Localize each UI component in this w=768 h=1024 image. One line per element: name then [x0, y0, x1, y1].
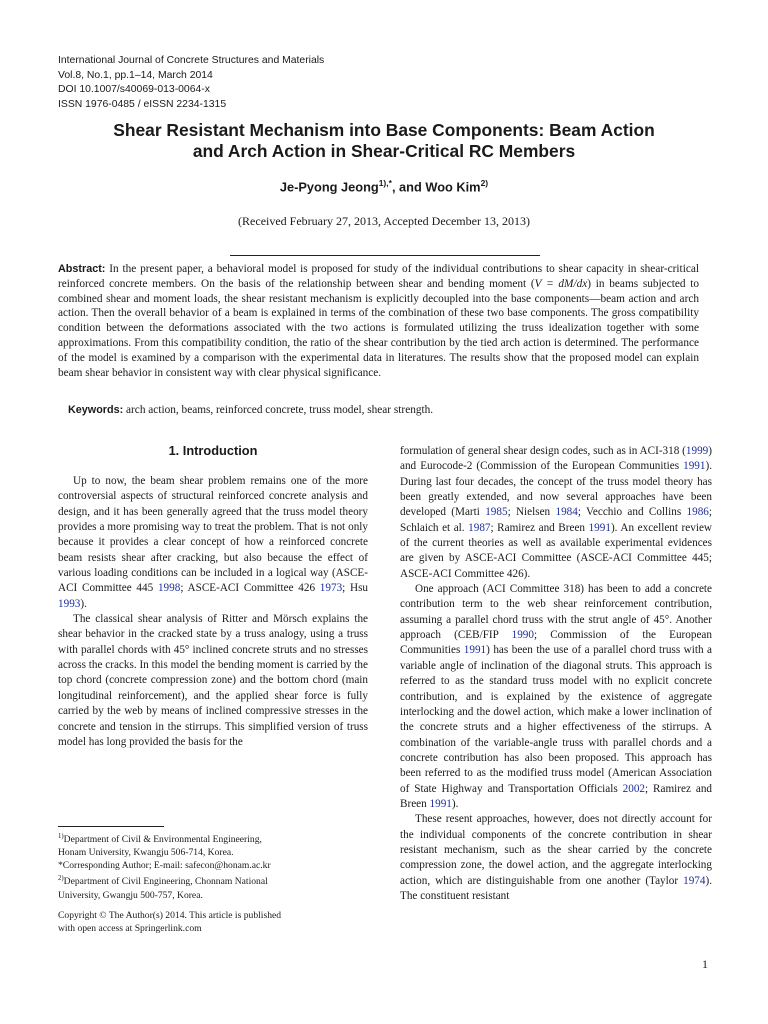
citation-link[interactable]: 1991	[429, 797, 452, 810]
section-heading-introduction: 1. Introduction	[168, 443, 258, 458]
left-column	[58, 474, 368, 750]
right-column	[400, 444, 712, 904]
citation-link[interactable]: 1974	[683, 874, 706, 887]
citation-link[interactable]: 1990	[511, 629, 534, 642]
issn: ISSN 1976-0485 / eISSN 2234-1315	[58, 98, 227, 110]
author-2-affiliation: 2)	[480, 178, 489, 188]
paragraph-text: ). The constituent resistant	[400, 874, 712, 902]
paragraph-text: ; Commission of the European Communities	[400, 629, 712, 657]
citation-link[interactable]: 1985	[485, 506, 508, 519]
abstract	[58, 262, 699, 380]
abstract-text-b: ) in beams subjected to combined shear and moment loads, the shear resistant mechanism is explicitly decoupled into the base components—beam action and arch action. Then the overall behavior of a beam is explained in terms of the combination of these two base components. The gross compatibility condition between the deformations associated with the two actions is formulated utilizing the truss idealization together with some approximations. From this compatibility condition, the ratio of the shear contribution by the tied arch action is determined. The performance of the model is examined by a comparison with the experimental data in literatures. The results show that the proposed model can explain beam shear behavior in consistent way with clear physical significance.	[58, 277, 700, 379]
citation-link[interactable]: 1991	[683, 460, 706, 473]
journal-volume: Vol.8, No.1, pp.1–14, March 2014	[58, 69, 213, 81]
paragraph-text: ). An excellent review of the current theories as well as available experimental evidences are given by ASCE-ACI Committee (ASCE-ACI Committee 445; ASCE-ACI Committee 426).	[400, 521, 712, 580]
abstract-divider	[230, 255, 540, 256]
intro-paragraph-1	[58, 474, 368, 612]
paper-title	[40, 120, 728, 162]
author-1: Je-Pyong Jeong	[279, 179, 379, 195]
footnotes	[58, 830, 368, 935]
journal-header	[58, 54, 718, 112]
paragraph-text: ).	[451, 797, 459, 810]
paragraph-text: ) has been the use of a parallel chord truss with a variable angle of inclination of the diagonal struts. This approach is referred to as the standard truss model with no explicit concrete contribution, and is explained by the existence of aggregate interlocking and the dowel action, which make a lower inclination of the concrete struts and a higher effectiveness of the stirrups. A combination of the variable-angle truss with parallel chords and a concrete contribution has also been proposed. This approach has been referred to as the modified truss model (American Association of State Highway and Transportation Officials	[400, 644, 712, 795]
footnote-marker: 2)	[58, 875, 64, 883]
paragraph-text: ) and Eurocode-2 (Commission of the European Communities	[400, 445, 712, 473]
footnote-text: Department of Civil & Environmental Engineering,	[63, 834, 262, 846]
citation-link[interactable]: 1973	[319, 582, 343, 595]
intro-paragraph-continued	[400, 444, 712, 582]
paragraph-text: One approach (ACI Committee 318) has been to add a concrete contribution term to the web shear reinforcement contribution, assuming a parallel chord truss with the strut angle of 45°. Another approach (CEB/FIP	[400, 583, 712, 642]
citation-link[interactable]: 1993	[58, 597, 81, 610]
abstract-text-a: In the present paper, a behavioral model is proposed for study of the individual contributions to shear capacity in shear-critical reinforced concrete members. On the basis of the relationship between shear and bending moment (	[58, 263, 699, 290]
paragraph-text: ; Nielsen	[507, 506, 556, 519]
footnote-corresponding-author: *Corresponding Author; E-mail: safecon@honam.ac.kr	[58, 860, 271, 872]
doi: DOI 10.1007/s40069-013-0064-x	[58, 84, 210, 96]
copyright-line: Copyright © The Author(s) 2014. This article is published	[58, 909, 282, 921]
paragraph-text: ; Ramirez and Breen	[400, 782, 713, 810]
intro-paragraph-3	[400, 582, 712, 812]
citation-link[interactable]: 1991	[588, 521, 611, 534]
footnote-divider	[58, 826, 164, 827]
abstract-label: Abstract:	[58, 263, 106, 275]
keywords-label: Keywords:	[68, 404, 124, 416]
paragraph-text: formulation of general shear design codes, such as in ACI-318 (	[400, 445, 686, 457]
footnote-text: Department of Civil Engineering, Chonnam National	[63, 876, 268, 888]
paragraph-text: Up to now, the beam shear problem remains one of the more controversial aspects of structural reinforced concrete analysis and design, and it has been generally agreed that the truss model theory provides a more promising way to treat the problem. That is not only because it provides a clear concept of how a reinforced concrete beam resists shear after cracking, but also because the effect of various loading conditions can be included in a logical way (ASCE-ACI Committee 445	[58, 475, 368, 595]
paragraph-text: ; ASCE-ACI Committee 426	[180, 582, 320, 595]
page-number: 1	[702, 957, 708, 971]
paragraph-text: ). During last four decades, the concept of the truss model theory has been greatly extended, and now several approaches have been developed (Marti	[400, 460, 712, 519]
paragraph-text: ; Hsu	[342, 582, 369, 595]
abstract-formula: V = dM/dx	[534, 277, 588, 290]
author-2: , and Woo Kim	[391, 179, 481, 195]
title-line-2: and Arch Action in Shear-Critical RC Members	[192, 141, 576, 161]
paragraph-text: ; Vecchio and Collins	[577, 506, 687, 519]
citation-link[interactable]: 1987	[468, 521, 491, 534]
citation-link[interactable]: 1999	[685, 445, 709, 457]
citation-link[interactable]: 1998	[157, 582, 181, 595]
intro-paragraph-4	[400, 812, 712, 904]
keywords-text: arch action, beams, reinforced concrete, truss model, shear strength.	[123, 404, 434, 416]
citation-link[interactable]: 1984	[555, 506, 578, 519]
citation-link[interactable]: 1986	[686, 506, 709, 519]
intro-paragraph-2: The classical shear analysis of Ritter and Mörsch explains the shear behavior in the cracked state by a truss analogy, using a truss with parallel chords with 45° inclined concrete struts and no stresses across the cracks. In this model the bending moment is carried by the top chord (concrete compression zone) and the bottom chord (main longitudinal reinforcement), and the applied shear force is fully carried by the web by means of inclined compressive stresses in the concrete and tension in the stirrups. This simplified version of truss model has long provided the basis for the	[58, 613, 368, 748]
citation-link[interactable]: 2002	[622, 782, 645, 795]
keywords	[68, 403, 698, 418]
footnote-affiliation-1	[58, 830, 368, 846]
author-1-affiliation: 1),*	[378, 178, 392, 188]
footnote-marker: 1)	[58, 833, 64, 840]
paragraph-text: ).	[80, 597, 87, 610]
received-dates: (Received February 27, 2013, Accepted December 13, 2013)	[238, 214, 530, 228]
footnote-line: University, Gwangju 500-757, Korea.	[58, 889, 203, 901]
citation-link[interactable]: 1991	[463, 644, 487, 657]
paragraph-text: ; Schlaich et al.	[400, 506, 712, 534]
copyright-line: with open access at Springerlink.com	[58, 922, 202, 934]
journal-name: International Journal of Concrete Structures and Materials	[58, 55, 325, 66]
paragraph-text: These resent approaches, however, does not directly account for the individual components of the concrete contribution in shear resistant mechanism, such as the shear carried by the concrete compression zone, the dowel action, and the aggregate interlocking action, which are distinguishable from one another (Taylor	[400, 813, 712, 887]
footnote-line: Honam University, Kwangju 506-714, Korea.	[58, 847, 234, 859]
title-line-1: Shear Resistant Mechanism into Base Components: Beam Action	[113, 120, 655, 140]
paragraph-text: ; Ramirez and Breen	[490, 521, 589, 534]
footnote-affiliation-2	[58, 872, 368, 888]
authors	[40, 178, 728, 194]
